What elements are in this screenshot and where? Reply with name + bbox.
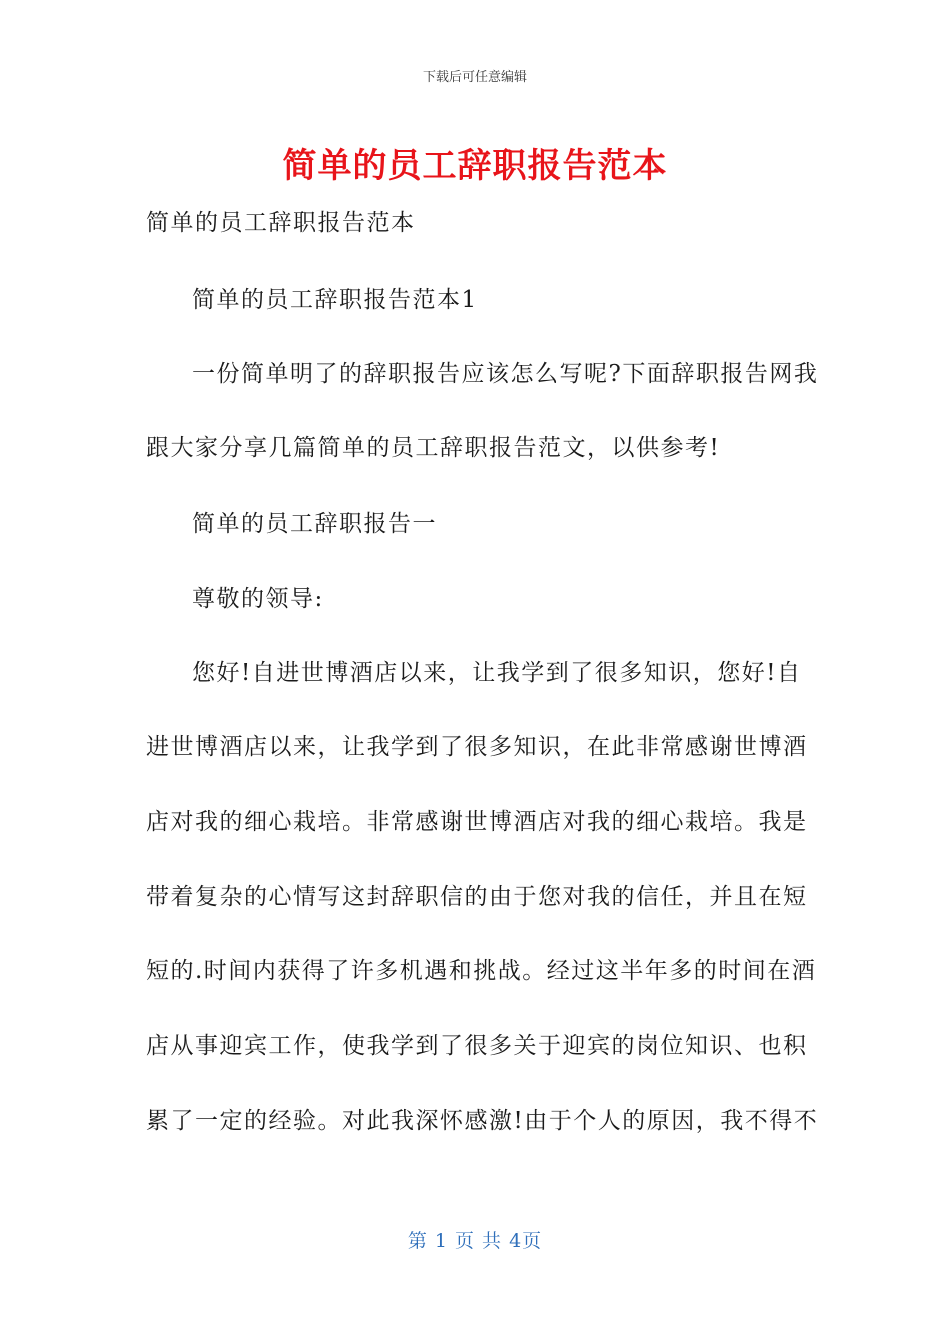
document-title: 简单的员工辞职报告范本 — [282, 146, 668, 186]
page-number-footer: 第 1 页 共 4页 — [407, 1230, 543, 1252]
body-line: 进世博酒店以来，让我学到了很多知识，在此非常感谢世博酒 — [146, 734, 808, 760]
body-line: 短的.时间内获得了许多机遇和挑战。经过这半年多的时间在酒 — [146, 958, 817, 984]
body-line: 带着复杂的心情写这封辞职信的由于您对我的信任，并且在短 — [146, 884, 808, 910]
body-line-intro: 一份简单明了的辞职报告应该怎么写呢?下面辞职报告网我 — [192, 361, 819, 387]
body-line-letter-heading: 简单的员工辞职报告一 — [192, 511, 437, 537]
body-line-salutation: 尊敬的领导: — [192, 586, 324, 612]
body-line: 累了一定的经验。对此我深怀感激!由于个人的原因，我不得不 — [146, 1108, 819, 1134]
body-line: 您好!自进世博酒店以来，让我学到了很多知识，您好!自 — [192, 660, 802, 686]
body-line-subtitle: 简单的员工辞职报告范本 — [146, 210, 416, 236]
body-line: 跟大家分享几篇简单的员工辞职报告范文，以供参考! — [146, 435, 721, 461]
body-line-section-heading: 简单的员工辞职报告范本1 — [192, 287, 478, 313]
body-line: 店从事迎宾工作，使我学到了很多关于迎宾的岗位知识、也积 — [146, 1033, 808, 1059]
header-note: 下载后可任意编辑 — [422, 70, 527, 85]
body-line: 店对我的细心栽培。非常感谢世博酒店对我的细心栽培。我是 — [146, 809, 808, 835]
